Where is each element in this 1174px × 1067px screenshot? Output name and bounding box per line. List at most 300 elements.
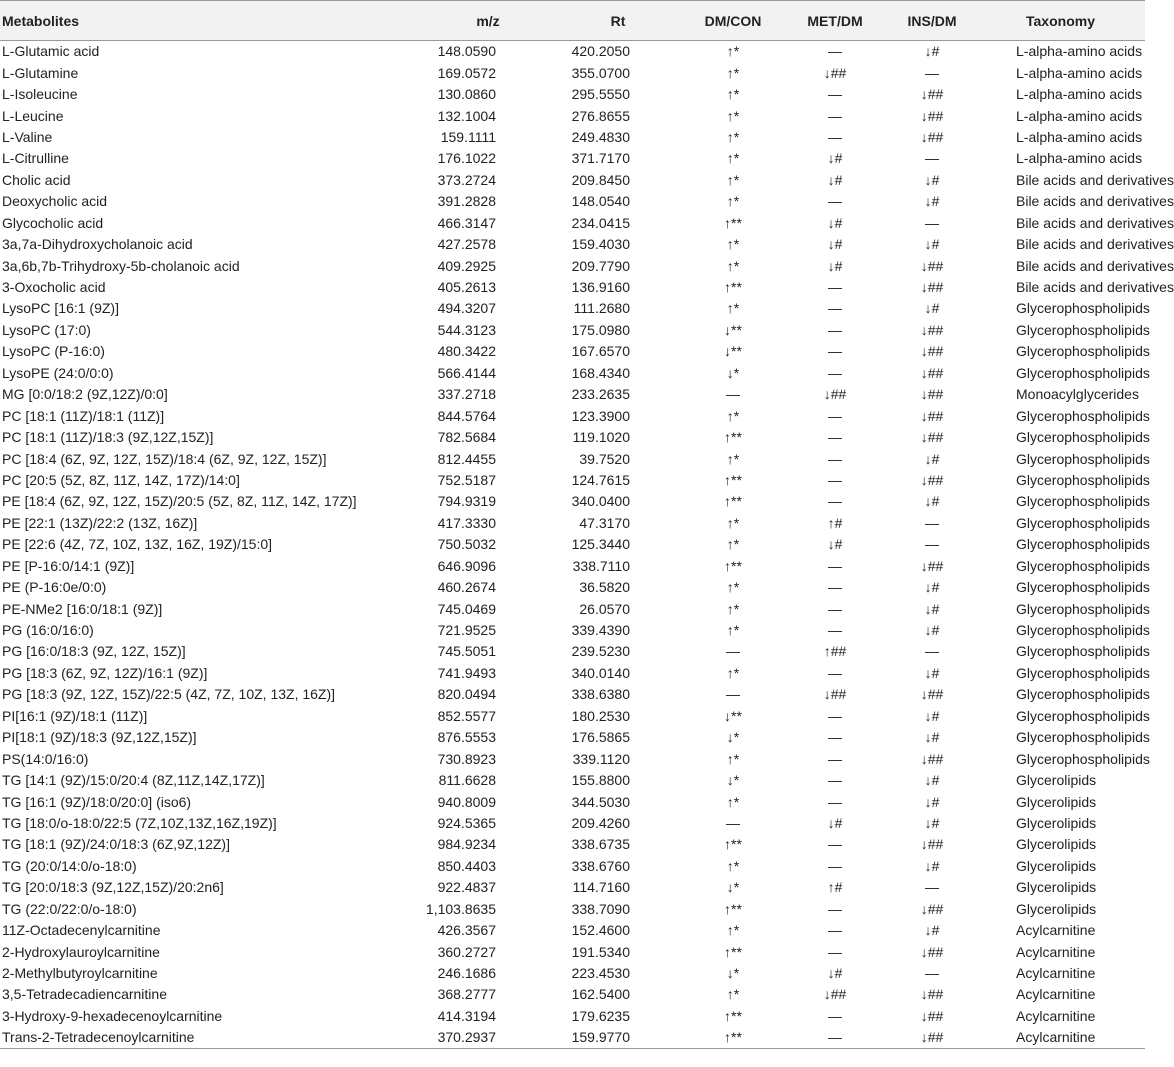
cell-met-dm: ↓## (823, 64, 847, 81)
cell-ins-dm: ↓## (920, 900, 944, 917)
cell-metabolite: L-Isoleucine (2, 86, 78, 103)
cell-mz: 782.5684 (437, 429, 496, 446)
cell-taxonomy: Acylcarnitine (1016, 922, 1096, 939)
header-ins-dm: INS/DM (884, 1, 980, 41)
cell-metabolite: PE (P-16:0e/0:0) (2, 579, 107, 596)
cell-dm-con: ↑** (724, 493, 742, 510)
table-row (0, 576, 1145, 597)
cell-met-dm: — (828, 450, 842, 467)
cell-met-dm: — (828, 600, 842, 617)
cell-mz: 752.5187 (437, 471, 496, 488)
cell-metabolite: TG [14:1 (9Z)/15:0/20:4 (8Z,11Z,14Z,17Z)] (2, 772, 265, 789)
cell-rt: 119.1020 (572, 429, 630, 446)
cell-met-dm: — (828, 579, 842, 596)
cell-taxonomy: Glycerolipids (1016, 836, 1097, 853)
cell-metabolite: PC [18:1 (11Z)/18:3 (9Z,12Z,15Z)] (2, 429, 214, 446)
cell-met-dm: ↓# (827, 257, 843, 274)
cell-dm-con: ↓* (726, 965, 740, 982)
table-row (0, 855, 1145, 876)
cell-mz: 646.9096 (437, 557, 496, 574)
cell-met-dm: ↓# (827, 214, 843, 231)
cell-ins-dm: — (925, 643, 939, 660)
cell-met-dm: ↓# (827, 965, 843, 982)
cell-met-dm: ↓## (823, 686, 847, 703)
cell-dm-con: ↑** (724, 943, 742, 960)
cell-dm-con: ↑* (726, 193, 740, 210)
cell-metabolite: LysoPE (24:0/0:0) (2, 364, 114, 381)
cell-mz: 417.3330 (437, 514, 496, 531)
cell-ins-dm: ↓## (920, 407, 944, 424)
cell-metabolite: 2-Hydroxylauroylcarnitine (2, 943, 160, 960)
cell-taxonomy: Glycerophospholipids (1016, 750, 1150, 767)
cell-taxonomy: Glycerolipids (1016, 793, 1097, 810)
cell-ins-dm: ↓# (924, 814, 940, 831)
table-row (0, 491, 1145, 512)
table-row (0, 534, 1145, 555)
cell-metabolite: L-Glutamic acid (2, 43, 100, 60)
cell-rt: 159.9770 (556, 1027, 680, 1048)
cell-mz: 876.5553 (437, 729, 496, 746)
cell-dm-con: ↑* (726, 300, 740, 317)
cell-metabolite: 3a,7a-Dihydroxycholanoic acid (2, 236, 193, 253)
cell-taxonomy: Acylcarnitine (1016, 986, 1096, 1003)
cell-met-dm: — (828, 664, 842, 681)
table-row (0, 405, 1145, 426)
cell-rt: 233.2635 (571, 386, 630, 403)
cell-taxonomy: Glycerophospholipids (1016, 600, 1150, 617)
cell-metabolite: LysoPC [16:1 (9Z)] (2, 300, 119, 317)
table-row (0, 1027, 1145, 1048)
table-row (0, 319, 1145, 340)
cell-taxonomy: Monoacylglycerides (1016, 386, 1139, 403)
cell-mz: 246.1686 (437, 965, 496, 982)
cell-metabolite: PE [P-16:0/14:1 (9Z)] (2, 557, 135, 574)
cell-met-dm: — (828, 1007, 842, 1024)
cell-ins-dm: ↓# (924, 300, 940, 317)
table-row (0, 362, 1145, 383)
cell-ins-dm: ↓## (920, 107, 944, 124)
header-metabolites: Metabolites (0, 1, 420, 41)
cell-mz: 159.1111 (440, 128, 496, 145)
cell-ins-dm: — (925, 64, 939, 81)
cell-metabolite: TG [16:1 (9Z)/18:0/20:0] (iso6) (2, 793, 192, 810)
cell-met-dm: ↑# (827, 514, 843, 531)
cell-mz: 924.5365 (437, 814, 496, 831)
cell-ins-dm: ↓## (920, 343, 944, 360)
cell-taxonomy: Acylcarnitine (1016, 965, 1096, 982)
cell-rt: 47.3170 (579, 514, 630, 531)
cell-mz: 169.0572 (437, 64, 496, 81)
cell-metabolite: PC [18:1 (11Z)/18:1 (11Z)] (2, 407, 165, 424)
cell-met-dm: — (828, 493, 842, 510)
cell-rt: 355.0700 (571, 64, 630, 81)
table-row (0, 276, 1145, 297)
cell-mz: 745.0469 (437, 600, 496, 617)
table-row (0, 126, 1145, 147)
cell-mz: 741.9493 (437, 664, 496, 681)
cell-metabolite: 3,5-Tetradecadiencarnitine (2, 986, 167, 1003)
cell-ins-dm: ↓## (920, 471, 944, 488)
cell-rt: 295.5550 (571, 86, 630, 103)
cell-taxonomy: Glycerophospholipids (1016, 493, 1150, 510)
table-row (0, 212, 1145, 233)
cell-ins-dm: ↓## (920, 686, 944, 703)
cell-dm-con: ↑* (726, 407, 740, 424)
cell-metabolite: L-Valine (2, 128, 53, 145)
cell-met-dm: — (828, 793, 842, 810)
cell-taxonomy: Bile acids and derivatives (1016, 257, 1174, 274)
cell-rt: 234.0415 (571, 214, 630, 231)
cell-met-dm: — (828, 750, 842, 767)
cell-metabolite: PC [18:4 (6Z, 9Z, 12Z, 15Z)/18:4 (6Z, 9Z, 12Z, 15Z)] (2, 450, 327, 467)
cell-ins-dm: ↓## (920, 257, 944, 274)
table-row (0, 684, 1145, 705)
table-row (0, 512, 1145, 533)
cell-taxonomy: Bile acids and derivatives (1016, 279, 1174, 296)
cell-met-dm: — (828, 321, 842, 338)
cell-rt: 39.7520 (579, 450, 630, 467)
cell-mz: 745.5051 (437, 643, 496, 660)
cell-dm-con: ↑* (726, 150, 740, 167)
cell-metabolite: Trans-2-Tetradecenoylcarnitine (0, 1027, 420, 1048)
cell-metabolite: LysoPC (17:0) (2, 321, 91, 338)
cell-mz: 176.1022 (437, 150, 496, 167)
cell-rt: 125.3440 (571, 536, 630, 553)
table-row (0, 919, 1145, 940)
cell-dm-con: ↑** (680, 1027, 786, 1048)
table-row (0, 105, 1145, 126)
cell-taxonomy: Glycerophospholipids (1016, 321, 1150, 338)
cell-metabolite: PC [20:5 (5Z, 8Z, 11Z, 14Z, 17Z)/14:0] (2, 471, 240, 488)
cell-met-dm: ↓# (827, 536, 843, 553)
table-row (0, 169, 1145, 190)
cell-mz: 544.3123 (437, 321, 496, 338)
cell-met-dm: — (828, 300, 842, 317)
cell-taxonomy: Glycerolipids (1016, 900, 1097, 917)
cell-mz: 922.4837 (437, 879, 496, 896)
cell-dm-con: ↑* (726, 450, 740, 467)
table-row (0, 598, 1145, 619)
cell-metabolite: TG (22:0/22:0/o-18:0) (2, 900, 137, 917)
cell-rt: 344.5030 (571, 793, 630, 810)
cell-ins-dm: ↓# (924, 707, 940, 724)
cell-taxonomy: Glycerophospholipids (1016, 729, 1150, 746)
cell-mz: 370.2937 (420, 1027, 556, 1048)
cell-rt: 340.0400 (571, 493, 630, 510)
cell-rt: 338.6760 (571, 857, 630, 874)
cell-taxonomy: Glycerophospholipids (1016, 664, 1150, 681)
table-row (0, 448, 1145, 469)
cell-met-dm: — (828, 857, 842, 874)
cell-metabolite: TG [18:1 (9Z)/24:0/18:3 (6Z,9Z,12Z)] (2, 836, 230, 853)
table-row (0, 233, 1145, 254)
cell-rt: 338.7090 (571, 900, 630, 917)
table-row (0, 191, 1145, 212)
cell-taxonomy: L-alpha-amino acids (1016, 64, 1143, 81)
cell-mz: 460.2674 (437, 579, 496, 596)
table-row (0, 384, 1145, 405)
cell-mz: 811.6628 (438, 772, 496, 789)
cell-met-dm: — (828, 429, 842, 446)
cell-rt: 371.7170 (571, 150, 630, 167)
table-row (0, 255, 1145, 276)
cell-dm-con: ↑* (726, 664, 740, 681)
cell-taxonomy: Glycerophospholipids (1016, 686, 1150, 703)
cell-mz: 730.8923 (437, 750, 496, 767)
cell-taxonomy: Glycerolipids (1016, 857, 1097, 874)
cell-dm-con: ↓** (724, 707, 742, 724)
cell-taxonomy: Glycerophospholipids (1016, 707, 1150, 724)
table-header (0, 1, 1145, 41)
cell-met-dm: — (828, 471, 842, 488)
cell-ins-dm: ↓# (924, 857, 940, 874)
cell-rt: 339.1120 (572, 750, 630, 767)
cell-ins-dm: ↓## (920, 321, 944, 338)
cell-metabolite: L-Citrulline (2, 150, 69, 167)
cell-rt: 36.5820 (579, 579, 630, 596)
cell-metabolite: PG [18:3 (6Z, 9Z, 12Z)/16:1 (9Z)] (2, 664, 208, 681)
cell-ins-dm: — (925, 965, 939, 982)
cell-taxonomy: Glycerophospholipids (1016, 471, 1150, 488)
cell-rt: 167.6570 (571, 343, 630, 360)
cell-metabolite: 11Z-Octadecenylcarnitine (2, 922, 161, 939)
cell-ins-dm: ↓## (920, 386, 944, 403)
cell-rt: 168.4340 (571, 364, 630, 381)
cell-dm-con: ↑* (726, 986, 740, 1003)
cell-rt: 155.8800 (571, 772, 630, 789)
cell-dm-con: ↓** (724, 343, 742, 360)
cell-met-dm: — (828, 364, 842, 381)
cell-taxonomy: Glycerophospholipids (1016, 579, 1150, 596)
cell-mz: 850.4403 (437, 857, 496, 874)
cell-dm-con: ↑** (724, 1007, 742, 1024)
cell-taxonomy: Acylcarnitine (980, 1027, 1145, 1048)
cell-ins-dm: ↓# (924, 236, 940, 253)
cell-metabolite: PE [22:6 (4Z, 7Z, 10Z, 13Z, 16Z, 19Z)/15:0] (2, 536, 273, 553)
table-body (0, 41, 1174, 1049)
cell-taxonomy: Glycerolipids (1016, 814, 1097, 831)
cell-metabolite: PI[18:1 (9Z)/18:3 (9Z,12Z,15Z)] (2, 729, 197, 746)
cell-taxonomy: Glycerophospholipids (1016, 429, 1150, 446)
cell-taxonomy: Glycerophospholipids (1016, 364, 1150, 381)
table-row (0, 662, 1145, 683)
cell-taxonomy: Glycerophospholipids (1016, 643, 1150, 660)
table-row (0, 941, 1145, 962)
cell-dm-con: — (726, 814, 740, 831)
cell-mz: 820.0494 (437, 686, 496, 703)
cell-dm-con: ↑* (726, 236, 740, 253)
cell-mz: 940.8009 (437, 793, 496, 810)
cell-met-dm: — (828, 407, 842, 424)
cell-taxonomy: Glycerolipids (1016, 879, 1097, 896)
table-row (0, 748, 1145, 769)
cell-mz: 130.0860 (437, 86, 496, 103)
header-met-dm: MET/DM (786, 1, 884, 41)
cell-ins-dm: — (925, 879, 939, 896)
cell-dm-con: — (726, 643, 740, 660)
cell-mz: 409.2925 (437, 257, 496, 274)
cell-ins-dm: ↓# (924, 579, 940, 596)
cell-met-dm: — (828, 622, 842, 639)
cell-metabolite: PE-NMe2 [16:0/18:1 (9Z)] (2, 600, 163, 617)
cell-ins-dm: ↓# (924, 729, 940, 746)
cell-met-dm: — (828, 128, 842, 145)
cell-mz: 414.3194 (437, 1007, 496, 1024)
cell-met-dm: — (828, 772, 842, 789)
table-row (0, 1005, 1145, 1026)
cell-taxonomy: Glycerophospholipids (1016, 343, 1150, 360)
cell-ins-dm: ↓## (920, 750, 944, 767)
cell-dm-con: ↑* (726, 86, 740, 103)
cell-rt: 175.0980 (571, 321, 630, 338)
cell-dm-con: ↑* (726, 922, 740, 939)
cell-dm-con: ↓* (726, 772, 740, 789)
cell-taxonomy: Glycerophospholipids (1016, 536, 1150, 553)
cell-dm-con: ↑* (726, 43, 740, 60)
cell-dm-con: ↑** (724, 471, 742, 488)
cell-dm-con: ↑* (726, 793, 740, 810)
cell-mz: 426.3567 (437, 922, 496, 939)
cell-ins-dm: ↓## (920, 128, 944, 145)
header-dm-con: DM/CON (680, 1, 786, 41)
cell-dm-con: ↑* (726, 857, 740, 874)
cell-dm-con: ↓* (726, 364, 740, 381)
cell-met-dm: — (828, 729, 842, 746)
cell-metabolite: TG [18:0/o-18:0/22:5 (7Z,10Z,13Z,16Z,19Z)] (2, 814, 277, 831)
cell-dm-con: ↑* (726, 622, 740, 639)
cell-rt: 114.7160 (572, 879, 630, 896)
cell-ins-dm: ↓## (920, 279, 944, 296)
cell-dm-con: ↑* (726, 579, 740, 596)
cell-mz: 405.2613 (437, 279, 496, 296)
table-row (0, 341, 1145, 362)
cell-mz: 984.9234 (437, 836, 496, 853)
cell-mz: 750.5032 (437, 536, 496, 553)
cell-met-dm: — (828, 343, 842, 360)
cell-mz: 1,103.8635 (425, 900, 496, 917)
cell-met-dm: — (828, 900, 842, 917)
cell-mz: 852.5577 (437, 707, 496, 724)
cell-ins-dm: ↓# (924, 793, 940, 810)
cell-rt: 180.2530 (571, 707, 630, 724)
cell-ins-dm: ↓# (924, 600, 940, 617)
cell-met-dm: — (828, 193, 842, 210)
table-row (0, 641, 1145, 662)
cell-rt: 123.3900 (571, 407, 630, 424)
cell-rt: 191.5340 (571, 943, 630, 960)
table-row (0, 898, 1145, 919)
cell-rt: 176.5865 (571, 729, 630, 746)
cell-dm-con: ↑* (726, 750, 740, 767)
cell-ins-dm: ↓# (924, 450, 940, 467)
header-row (0, 1, 1145, 41)
cell-dm-con: ↑** (724, 557, 742, 574)
cell-rt: 338.6380 (571, 686, 630, 703)
table-row (0, 812, 1145, 833)
cell-rt: 152.4600 (571, 922, 630, 939)
cell-dm-con: ↑* (726, 600, 740, 617)
cell-taxonomy: Glycerophospholipids (1016, 622, 1150, 639)
cell-dm-con: ↑* (726, 171, 740, 188)
cell-mz: 566.4144 (437, 364, 496, 381)
cell-mz: 368.2777 (437, 986, 496, 1003)
cell-dm-con: ↑** (724, 429, 742, 446)
cell-dm-con: ↑** (724, 900, 742, 917)
table-row (0, 148, 1145, 169)
cell-metabolite: MG [0:0/18:2 (9Z,12Z)/0:0] (2, 386, 168, 403)
cell-metabolite: Cholic acid (2, 171, 71, 188)
table-row (0, 62, 1145, 83)
table-row (0, 791, 1145, 812)
cell-dm-con: ↑* (726, 536, 740, 553)
cell-taxonomy: Bile acids and derivatives (1016, 193, 1174, 210)
cell-ins-dm: ↓# (924, 922, 940, 939)
cell-rt: 159.4030 (571, 236, 630, 253)
cell-rt: 239.5230 (571, 643, 630, 660)
table-row (0, 426, 1145, 447)
cell-metabolite: Deoxycholic acid (2, 193, 108, 210)
cell-dm-con: ↑** (724, 214, 742, 231)
cell-met-dm: — (828, 107, 842, 124)
cell-ins-dm: ↓# (924, 493, 940, 510)
table-row (0, 469, 1145, 490)
cell-taxonomy: Glycerophospholipids (1016, 557, 1150, 574)
cell-mz: 373.2724 (437, 171, 496, 188)
cell-ins-dm: ↓## (920, 836, 944, 853)
cell-met-dm: ↑## (823, 643, 847, 660)
cell-rt: 339.4390 (571, 622, 630, 639)
cell-dm-con: ↑* (726, 64, 740, 81)
cell-taxonomy: L-alpha-amino acids (1016, 150, 1143, 167)
cell-dm-con: ↓* (726, 879, 740, 896)
cell-met-dm: — (828, 707, 842, 724)
cell-taxonomy: Glycerophospholipids (1016, 514, 1150, 531)
table-row (0, 555, 1145, 576)
cell-mz: 721.9525 (437, 622, 496, 639)
cell-taxonomy: Glycerolipids (1016, 772, 1097, 789)
cell-taxonomy: Acylcarnitine (1016, 943, 1096, 960)
cell-met-dm: ↓## (823, 986, 847, 1003)
cell-metabolite: TG [20:0/18:3 (9Z,12Z,15Z)/20:2n6] (2, 879, 224, 896)
table-row (0, 41, 1145, 62)
cell-metabolite: PE [18:4 (6Z, 9Z, 12Z, 15Z)/20:5 (5Z, 8Z, 11Z, 14Z, 17Z)] (2, 493, 357, 510)
cell-taxonomy: Glycerophospholipids (1016, 300, 1150, 317)
cell-met-dm: — (828, 279, 842, 296)
cell-ins-dm: ↓## (920, 364, 944, 381)
cell-met-dm: — (828, 922, 842, 939)
cell-ins-dm: ↓## (884, 1027, 980, 1048)
cell-metabolite: L-Glutamine (2, 64, 79, 81)
cell-mz: 360.2727 (437, 943, 496, 960)
cell-rt: 179.6235 (571, 1007, 630, 1024)
cell-dm-con: ↑** (724, 836, 742, 853)
cell-rt: 26.0570 (579, 600, 630, 617)
cell-rt: 249.4830 (571, 128, 630, 145)
cell-mz: 148.0590 (437, 43, 496, 60)
cell-mz: 391.2828 (437, 193, 496, 210)
cell-met-dm: — (828, 86, 842, 103)
cell-metabolite: L-Leucine (2, 107, 64, 124)
cell-ins-dm: ↓# (924, 171, 940, 188)
cell-ins-dm: ↓## (920, 986, 944, 1003)
cell-rt: 338.6735 (571, 836, 630, 853)
cell-metabolite: PG (16:0/16:0) (2, 622, 94, 639)
cell-mz: 844.5764 (437, 407, 496, 424)
cell-metabolite: PG [16:0/18:3 (9Z, 12Z, 15Z)] (2, 643, 186, 660)
cell-taxonomy: L-alpha-amino acids (1016, 107, 1143, 124)
cell-ins-dm: ↓## (920, 429, 944, 446)
cell-mz: 132.1004 (437, 107, 496, 124)
